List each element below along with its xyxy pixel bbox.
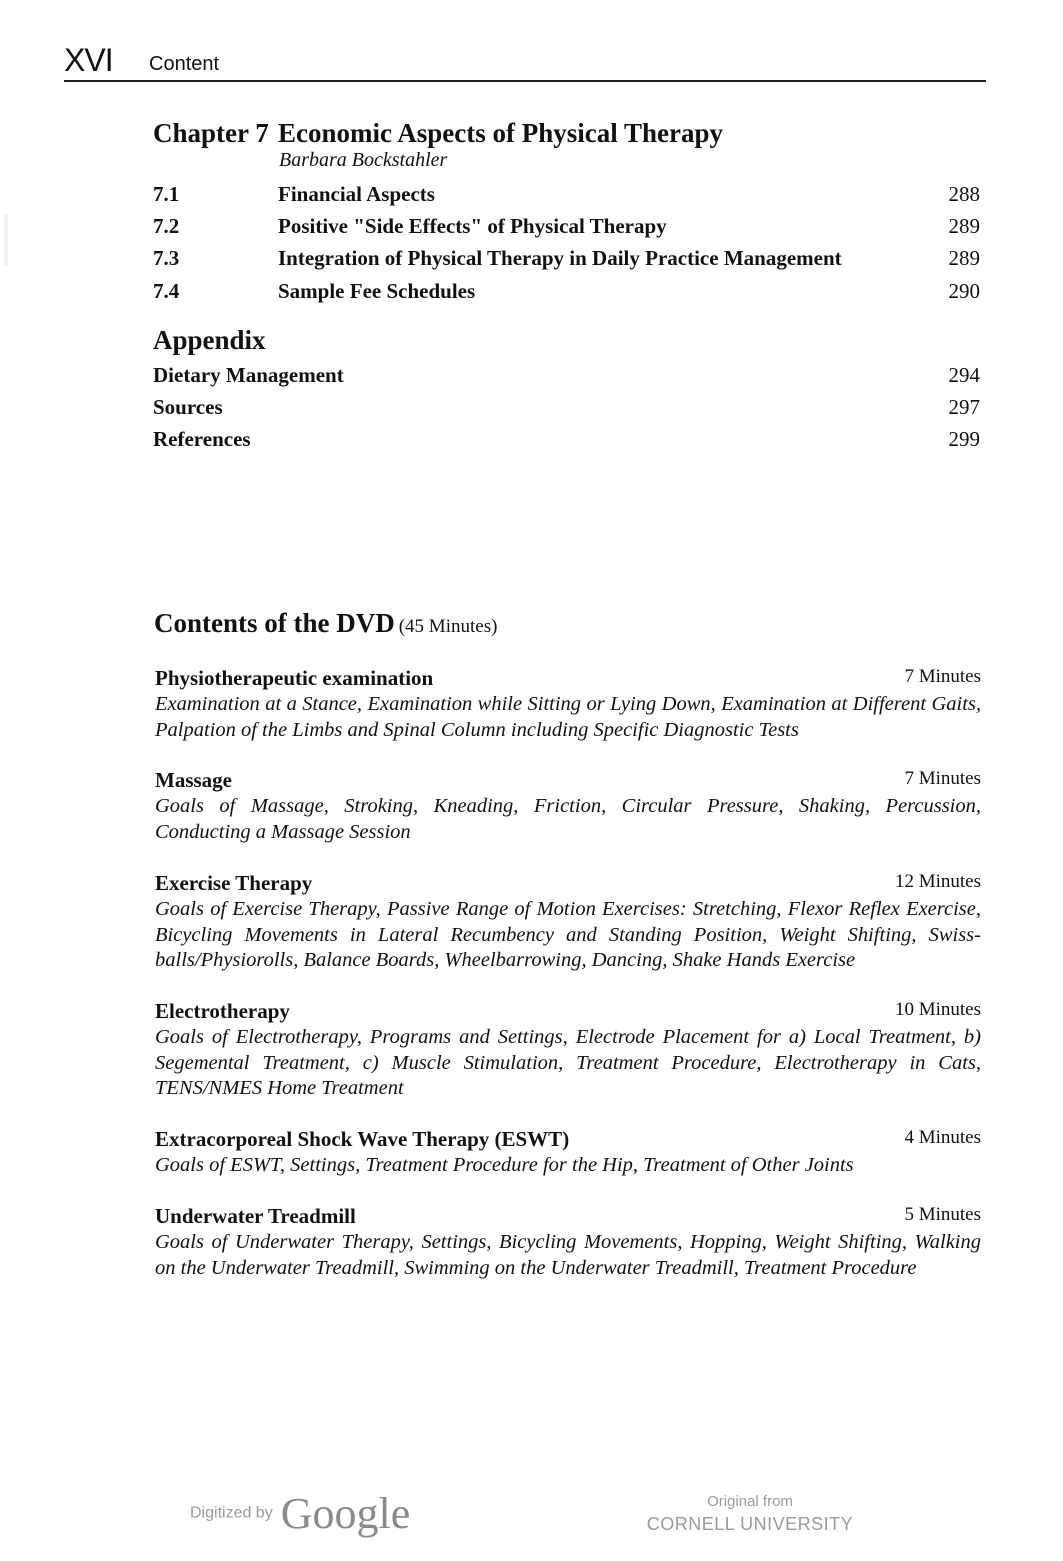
dvd-heading <box>154 608 497 639</box>
running-head: Content <box>149 53 220 75</box>
original-from-watermark <box>600 1492 900 1536</box>
dvd-item-description: Goals of Underwater Therapy, Settings, Bicycling Movements, Hopping, Weight Shifting, Walking on the Underwater Treadmill, Swimming on the Underwater Treadmill, Treatment Procedure <box>155 1231 981 1279</box>
dvd-heading-title: Contents of the DVD <box>154 608 395 638</box>
appendix-page: 299 <box>948 427 980 451</box>
dvd-item-description: Goals of Massage, Stroking, Kneading, Friction, Circular Pressure, Shaking, Percussion, Conducting a Massage Session <box>155 795 981 843</box>
dvd-item-duration: 4 Minutes <box>904 1127 981 1148</box>
dvd-item-title: Underwater Treadmill <box>155 1204 356 1228</box>
appendix-title: References <box>153 427 251 451</box>
dvd-item-duration: 12 Minutes <box>894 871 981 892</box>
dvd-item-title: Exercise Therapy <box>155 871 313 895</box>
original-from-label: Original from <box>707 1493 793 1510</box>
appendix-row[interactable] <box>153 395 980 425</box>
dvd-item-title: Physiotherapeutic examination <box>155 666 434 690</box>
toc-section-row[interactable] <box>153 182 980 212</box>
toc-section-row[interactable] <box>153 279 980 309</box>
dvd-item <box>155 1204 981 1281</box>
appendix-row[interactable] <box>153 427 980 457</box>
dvd-item <box>155 666 981 743</box>
chapter-title: Economic Aspects of Physical Therapy <box>278 118 723 148</box>
chapter-author: Barbara Bockstahler <box>279 149 448 171</box>
appendix-page: 294 <box>948 363 980 387</box>
dvd-item-description: Goals of Exercise Therapy, Passive Range of Motion Exercises: Stretching, Flexor Reflex Exercise, Bicycling Movements in Lateral Recumbency and Standing Position, Weight Shifting, Swiss-balls/Physiorolls, Balance Boards, Wheelbarrowing, Dancing, Shake Hands Exercise <box>155 898 981 971</box>
dvd-item-title: Extracorporeal Shock Wave Therapy (ESWT) <box>155 1127 570 1151</box>
section-title: Positive "Side Effects" of Physical Therapy <box>278 214 667 238</box>
chapter-label: Chapter 7 <box>153 118 269 148</box>
appendix-title: Dietary Management <box>153 363 344 387</box>
dvd-item-duration: 7 Minutes <box>904 666 981 687</box>
appendix-heading: Appendix <box>153 325 266 355</box>
section-number: 7.4 <box>153 279 180 303</box>
digitized-by-watermark <box>190 1488 410 1539</box>
dvd-item-title: Massage <box>155 768 232 792</box>
dvd-total-duration: (45 Minutes) <box>398 616 498 637</box>
dvd-item-duration: 5 Minutes <box>904 1204 981 1225</box>
dvd-item <box>155 871 981 974</box>
toc-section-row[interactable] <box>153 246 980 276</box>
section-page: 289 <box>948 214 980 238</box>
section-page: 290 <box>948 279 980 303</box>
dvd-item-description: Examination at a Stance, Examination while Sitting or Lying Down, Examination at Different Gaits, Palpation of the Limbs and Spinal Column including Specific Diagnostic Tests <box>155 693 981 741</box>
scan-edge-mark <box>4 215 8 265</box>
dvd-item-duration: 7 Minutes <box>904 768 981 789</box>
page-header <box>64 38 986 82</box>
section-number: 7.3 <box>153 246 180 270</box>
page-number: XVI <box>64 42 113 78</box>
appendix-row[interactable] <box>153 363 980 393</box>
dvd-item-duration: 10 Minutes <box>894 999 981 1020</box>
dvd-item-title: Electrotherapy <box>155 999 290 1023</box>
chapter-heading <box>153 118 723 149</box>
dvd-item-description: Goals of ESWT, Settings, Treatment Procedure for the Hip, Treatment of Other Joints <box>155 1154 854 1176</box>
appendix-page: 297 <box>948 395 980 419</box>
digitized-by-label: Digitized by <box>190 1504 273 1522</box>
section-title: Financial Aspects <box>278 182 435 206</box>
google-logo: Google <box>280 1489 411 1538</box>
section-title: Integration of Physical Therapy in Daily Practice Management <box>278 246 842 270</box>
section-number: 7.1 <box>153 182 180 206</box>
dvd-item <box>155 768 981 845</box>
dvd-item-description: Goals of Electrotherapy, Programs and Settings, Electrode Placement for a) Local Treatment, b) Segemental Treatment, c) Muscle Stimulation, Treatment Procedure, Electrotherapy in Cats, TENS/NMES Home Treatment <box>155 1026 981 1099</box>
section-title: Sample Fee Schedules <box>278 279 476 303</box>
section-page: 288 <box>948 182 980 206</box>
institution-name: CORNELL UNIVERSITY <box>646 1514 854 1534</box>
toc-section-row[interactable] <box>153 214 980 244</box>
dvd-item <box>155 999 981 1102</box>
section-page: 289 <box>948 246 980 270</box>
appendix-title: Sources <box>153 395 223 419</box>
dvd-item <box>155 1127 981 1179</box>
section-number: 7.2 <box>153 214 180 238</box>
